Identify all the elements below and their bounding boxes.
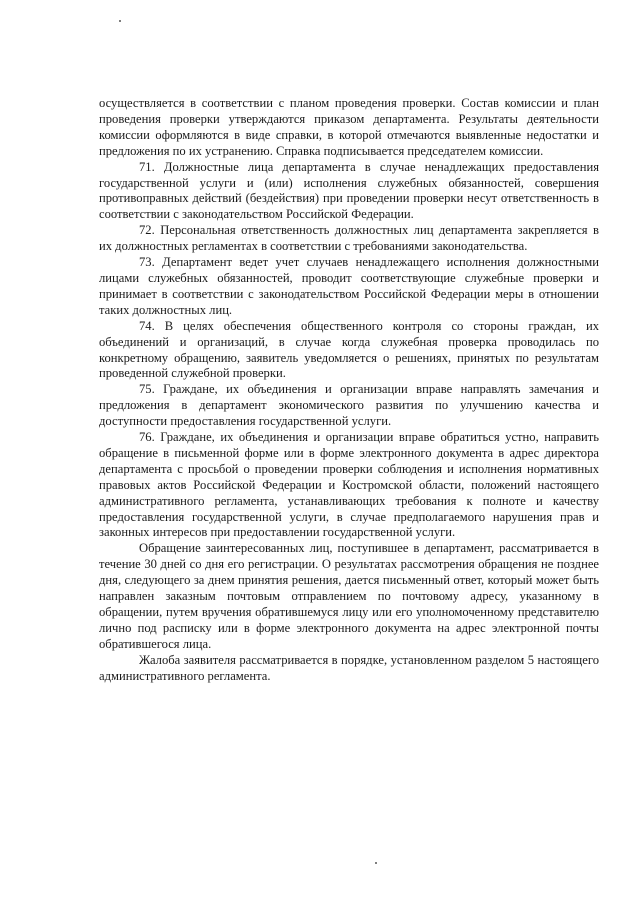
paragraph-75: 75. Граждане, их объединения и организации вправе направлять замечания и предложения в департамент экономического развития по улучшению качества и доступности предоставления государственной услуги. <box>99 382 599 429</box>
scan-speck <box>119 20 121 22</box>
document-body <box>99 96 599 685</box>
paragraph-71: 71. Должностные лица департамента в случае ненадлежащих предоставления государственной услуги и (или) исполнения служебных обязанностей, совершения противоправных действий (бездействия) при проведении проверки несут ответственность в соответствии с законодательством Российской Федерации. <box>99 159 599 222</box>
paragraph-review-term: Обращение заинтересованных лиц, поступившее в департамент, рассматривается в течение 30 дней со дня его регистрации. О результатах рассмотрения обращения не позднее дня, следующего за днем принятия решения, дается письменный ответ, который может быть направлен заказным почтовым отправлением по почтовому адресу, указанному в обращении, путем вручения обратившемуся лицу или его уполномоченному представителю лично под расписку или в форме электронного документа на адрес электронной почты обратившегося лица. <box>99 541 599 651</box>
paragraph-72: 72. Персональная ответственность должностных лиц департамента закрепляется в их должностных регламентах в соответствии с требованиями законодательства. <box>99 223 599 254</box>
paragraph-76: 76. Граждане, их объединения и организации вправе обратиться устно, направить обращение в письменной форме или в форме электронного документа в адрес директора департамента с просьбой о проведении проверки соблюдения и исполнения нормативных правовых актов Российской Федерации и Костромской области, положений настоящего административного регламента, устанавливающих требования к полноте и качеству предоставления государственной услуги, в случае предполагаемого нарушения прав и законных интересов при предоставлении государственной услуги. <box>99 430 599 540</box>
paragraph-complaint: Жалоба заявителя рассматривается в порядке, установленном разделом 5 настоящего административного регламента. <box>99 652 599 683</box>
paragraph-continuation: осуществляется в соответствии с планом проведения проверки. Состав комиссии и план проведения проверки утверждаются приказом департамента. Результаты деятельности комиссии оформляются в виде справки, в которой отмечаются выявленные недостатки и предложения по их устранению. Справка подписывается председателем комиссии. <box>99 96 599 158</box>
paragraph-73: 73. Департамент ведет учет случаев ненадлежащего исполнения должностными лицами служебных обязанностей, проводит соответствующие служебные проверки и принимает в соответствии с законодательством Российской Федерации меры в отношении таких должностных лиц. <box>99 255 599 317</box>
scan-speck <box>375 862 377 864</box>
paragraph-74: 74. В целях обеспечения общественного контроля со стороны граждан, их объединений и организаций, в случае когда служебная проверка проводилась по конкретному обращению, заявитель уведомляется о решениях, принятых по результатам проведенной служебной проверки. <box>99 318 599 381</box>
